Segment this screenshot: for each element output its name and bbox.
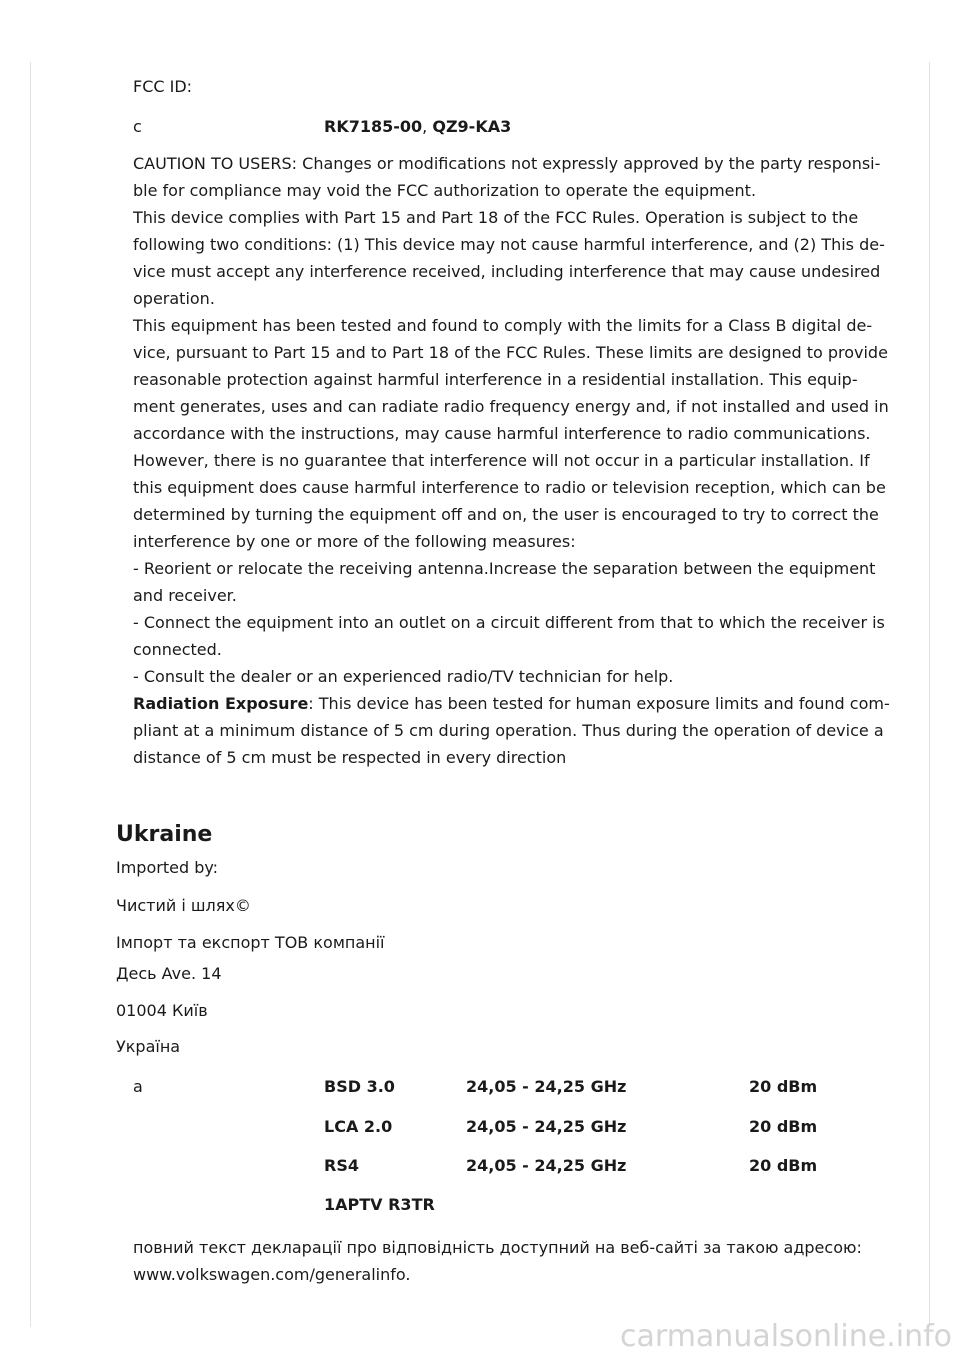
fcc-prefix: c (133, 117, 142, 136)
device-frequency: 24,05 - 24,25 GHz (466, 1156, 627, 1175)
importer-line: Imported by: (116, 858, 219, 877)
device-name: BSD 3.0 (324, 1077, 395, 1096)
fcc-text-line: interference by one or more of the following measures: (133, 532, 576, 551)
declaration-link[interactable]: www.volkswagen.com/generalinfo. (133, 1265, 411, 1284)
fcc-text-line: vice must accept any interference received, including interference that may cause undesired (133, 262, 881, 281)
fcc-text-line: this equipment does cause harmful interference to radio or television reception, which can be (133, 478, 886, 497)
fcc-text-line: connected. (133, 640, 222, 659)
fcc-text-line: reasonable protection against harmful interference in a residential installation. This equip- (133, 370, 858, 389)
fcc-text-line: However, there is no guarantee that interference will not occur in a particular installation. If (133, 451, 870, 470)
fcc-caution-text (133, 150, 890, 771)
fcc-text-line: ment generates, uses and can radiate radio frequency energy and, if not installed and used in (133, 397, 889, 416)
fcc-id-separator: , (422, 117, 428, 136)
declaration-line: повний текст декларації про відповідність доступний на веб-сайті за такою адресою: (133, 1238, 862, 1257)
fcc-text-line: and receiver. (133, 586, 237, 605)
importer-line: Україна (116, 1037, 181, 1056)
fcc-text-line: vice, pursuant to Part 15 and to Part 18 of the FCC Rules. These limits are designed to provide (133, 343, 888, 362)
importer-line: Чистий і шлях© (116, 896, 251, 915)
radiation-exposure-line (133, 690, 890, 717)
device-power: 20 dBm (749, 1156, 818, 1175)
device-power: 20 dBm (749, 1077, 818, 1096)
fcc-id-values (324, 113, 511, 140)
device-name: LCA 2.0 (324, 1117, 393, 1136)
fcc-text-line: following two conditions: (1) This device may not cause harmful interference, and (2) This de- (133, 235, 885, 254)
fcc-text-line: operation. (133, 289, 215, 308)
fcc-text-line: - Consult the dealer or an experienced radio/TV technician for help. (133, 667, 674, 686)
importer-line: Імпорт та експорт ТОВ компанії (116, 933, 385, 952)
fcc-text-line: This equipment has been tested and found to comply with the limits for a Class B digital de- (133, 316, 873, 335)
declaration-text (133, 1234, 873, 1288)
watermark: carmanualsonline.info (620, 1319, 952, 1354)
ukraine-heading: Ukraine (116, 822, 213, 847)
fcc-id-2: QZ9-KA3 (432, 117, 512, 136)
fcc-id-label: FCC ID: (133, 77, 193, 96)
radiation-text-line: distance of 5 cm must be respected in every direction (133, 748, 567, 767)
fcc-text-line: CAUTION TO USERS: Changes or modifications not expressly approved by the party responsi- (133, 154, 881, 173)
radiation-exposure-label: Radiation Exposure (133, 694, 309, 713)
fcc-id-1: RK7185-00 (324, 117, 423, 136)
radiation-exposure-text: : This device has been tested for human exposure limits and found com- (308, 694, 890, 713)
fcc-text-line: ble for compliance may void the FCC authorization to operate the equipment. (133, 181, 757, 200)
importer-line: 01004 Київ (116, 1001, 208, 1020)
device-frequency: 24,05 - 24,25 GHz (466, 1117, 627, 1136)
device-power: 20 dBm (749, 1117, 818, 1136)
table-prefix: a (133, 1077, 143, 1096)
radiation-text-line: pliant at a minimum distance of 5 cm during operation. Thus during the operation of device a (133, 721, 884, 740)
device-name: RS4 (324, 1156, 359, 1175)
device-frequency: 24,05 - 24,25 GHz (466, 1077, 627, 1096)
fcc-text-line: accordance with the instructions, may cause harmful interference to radio communications. (133, 424, 871, 443)
fcc-text-line: - Reorient or relocate the receiving antenna.Increase the separation between the equipment (133, 559, 876, 578)
importer-line: Десь Ave. 14 (116, 964, 222, 983)
fcc-text-line: determined by turning the equipment off and on, the user is encouraged to try to correct the (133, 505, 879, 524)
fcc-text-line: This device complies with Part 15 and Part 18 of the FCC Rules. Operation is subject to the (133, 208, 859, 227)
device-name: 1APTV R3TR (324, 1195, 435, 1214)
fcc-text-line: - Connect the equipment into an outlet on a circuit different from that to which the receiver is (133, 613, 885, 632)
